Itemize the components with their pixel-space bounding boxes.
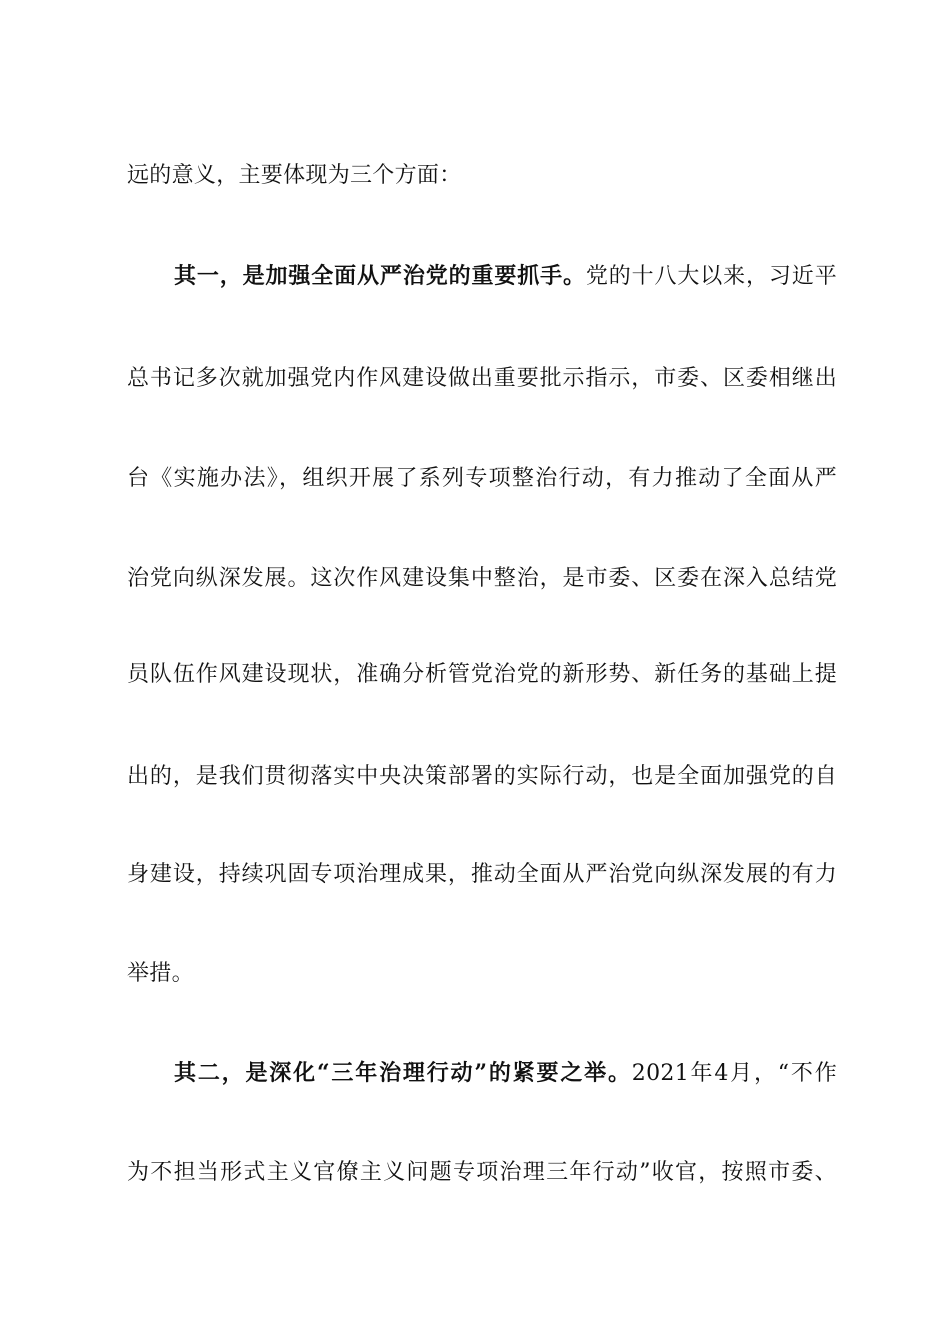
line-text: 远的意义，主要体现为三个方面： [127,163,462,188]
line-text: 举措。 [127,961,194,986]
paragraph-line [174,1060,837,1087]
line-text: 党的十八大以来，习近平 [585,264,837,289]
paragraph-line [127,163,837,189]
line-text: 台《实施办法》，组织开展了系列专项整治行动，有力推动了全面从严 [127,466,837,491]
paragraph-line [127,662,837,688]
paragraph-lead-heading: 其二，是深化“三年治理行动”的紧要之举。 [174,1060,632,1086]
line-text: 身建设，持续巩固专项治理成果，推动全面从严治党向纵深发展的有力 [127,862,837,887]
line-text: 治党向纵深发展。这次作风建设集中整治，是市委、区委在深入总结党 [127,566,837,591]
line-text: 出的，是我们贯彻落实中央决策部署的实际行动，也是全面加强党的自 [127,764,837,789]
paragraph-line [127,366,837,392]
paragraph-line [127,862,837,888]
paragraph-line [127,764,837,790]
line-text: 2021年4月，“不作 [631,1061,837,1086]
paragraph-line [127,1160,837,1186]
paragraph-lead-heading: 其一，是加强全面从严治党的重要抓手。 [174,263,586,289]
paragraph-line [127,466,837,492]
line-text: 员队伍作风建设现状，准确分析管党治党的新形势、新任务的基础上提 [127,662,837,687]
line-text: 为不担当形式主义官僚主义问题专项治理三年行动”收官，按照市委、 [127,1160,837,1185]
line-text: 总书记多次就加强党内作风建设做出重要批示指示，市委、区委相继出 [127,366,837,391]
paragraph-line [127,961,837,987]
paragraph-line [174,263,837,290]
paragraph-line [127,566,837,592]
